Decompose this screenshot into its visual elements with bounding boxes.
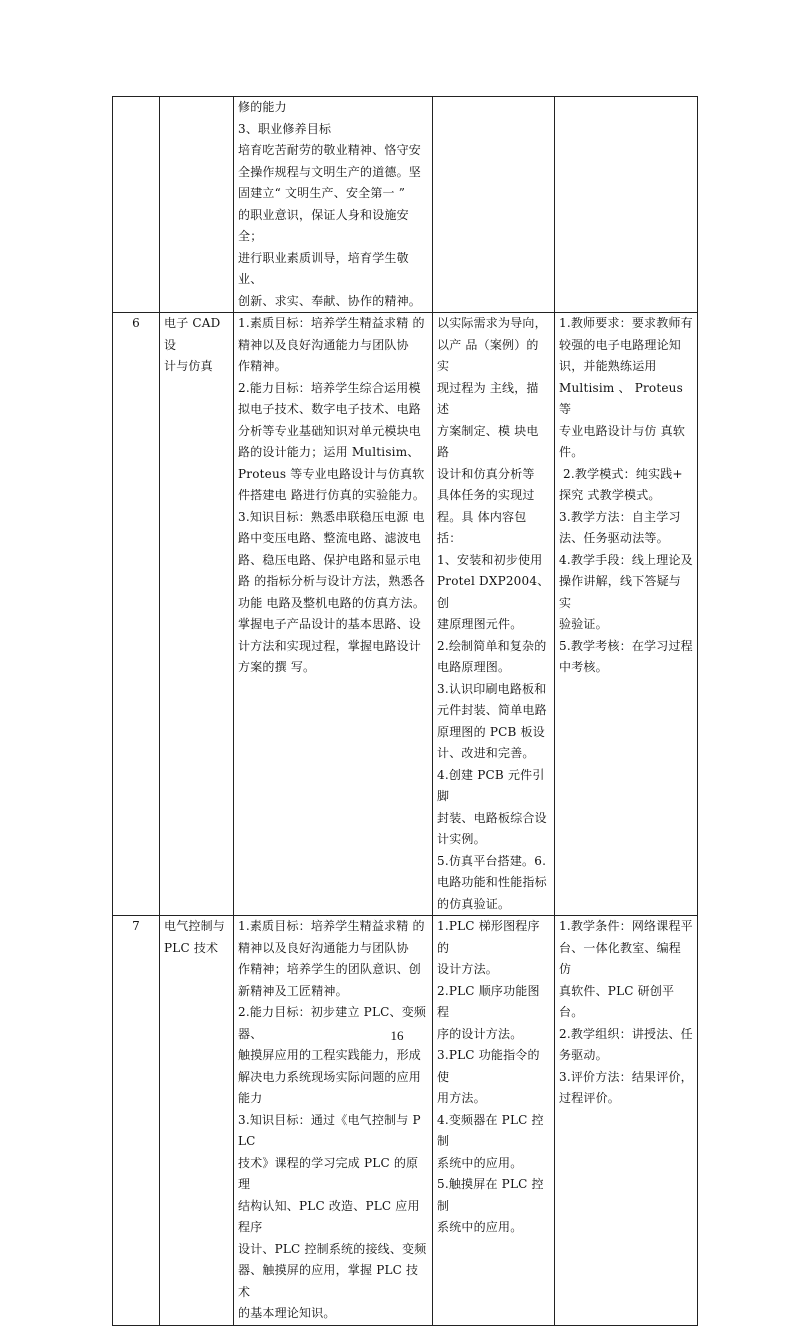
text-line: 方案的撰 写。: [238, 660, 316, 674]
text-line: 1.教学条件：网络课程平: [559, 919, 693, 933]
text-line: 5.触摸屏在 PLC 控制: [437, 1177, 544, 1213]
text-line: 具体任务的实现过: [437, 488, 535, 502]
table-row: [113, 97, 698, 313]
text-line: 操作讲解，线下答疑与实: [559, 574, 682, 610]
text-line: 探究 式教学模式。: [559, 488, 661, 502]
text-line: 专业电路设计与仿 真软: [559, 423, 686, 438]
text-line: 元件封装、简单电路: [437, 703, 547, 717]
text-line: 以实际需求为导向，: [437, 316, 547, 330]
text-line: 路的设计能力；运用 Multisim、: [238, 445, 420, 459]
row-number: 6: [132, 316, 140, 330]
text-line: 建原理图元件。: [437, 617, 523, 631]
text-line: 方案制定、模 块电路: [437, 423, 539, 459]
course-name-line: 电气控制与: [164, 919, 226, 933]
text-line: 2.教学组织：讲授法、任: [559, 1026, 693, 1041]
course-name-cell: [160, 313, 234, 916]
requirements-cell: [555, 313, 698, 916]
row-number: 7: [132, 919, 140, 933]
course-name-line: 计与仿真: [164, 359, 213, 373]
text-line: 设计、PLC 控制系统的接线、变频: [238, 1241, 427, 1256]
text-line: 2.教学模式：纯实践+: [559, 466, 683, 481]
text-line: 作精神；培养学生的团队意识、创: [238, 962, 422, 976]
text-line: 现过程为 主线，描述: [437, 380, 539, 416]
text-line: 较强的电子电路理论知: [559, 337, 682, 352]
text-line: 的基本理论知识。: [238, 1306, 336, 1320]
text-line: 器、触摸屏的应用，掌握 PLC 技术: [238, 1263, 419, 1299]
text-line: 封装、电路板综合设: [437, 810, 547, 825]
text-line: 新精神及工匠精神。: [238, 983, 348, 998]
text-line: 固建立“ 文明生产、安全第一 ”: [238, 186, 406, 200]
text-line: 路 的指标分析与设计方法，熟悉各: [238, 574, 426, 588]
text-line: 路中变压电路、整流电路、滤波电: [238, 531, 422, 545]
text-line: 计方法和实现过程，掌握电路设计: [238, 638, 422, 653]
text-line: 真软件、PLC 研创平台。: [559, 983, 675, 1019]
text-line: Protel DXP2004、创: [437, 574, 550, 610]
table-row: [113, 313, 698, 916]
text-line: 分析等专业基础知识对单元模块电: [238, 423, 422, 438]
course-name-line: PLC 技术: [164, 940, 219, 955]
text-line: 掌握电子产品设计的基本思路、设: [238, 617, 422, 631]
text-line: 1.素质目标：培养学生精益求精 的: [238, 919, 425, 933]
text-line: 件搭建电 路进行仿真的实验能力。: [238, 488, 426, 502]
text-line: 的仿真验证。: [437, 896, 511, 911]
text-line: 5.教学考核：在学习过程: [559, 638, 693, 653]
table-row: [113, 916, 698, 1326]
content-cell: [433, 313, 555, 916]
course-name-cell: [160, 97, 234, 313]
page-number: 16: [390, 1028, 404, 1043]
text-line: 验验证。: [559, 617, 608, 631]
row-number-cell: [113, 916, 160, 1326]
text-line: 进行职业素质训导，培育学生敬业、: [238, 250, 409, 286]
text-line: 序的设计方法。: [437, 1026, 523, 1041]
text-line: 结构认知、PLC 改造、PLC 应用程序: [238, 1198, 420, 1234]
text-line: 拟电子技术、数字电子技术、电路: [238, 402, 422, 416]
objectives-cell: [234, 97, 433, 313]
text-line: 法、任务驱动法等。: [559, 531, 669, 545]
text-line: 系统中的应用。: [437, 1220, 523, 1234]
text-line: 3.知识目标：通过《电气控制与 PLC: [238, 1112, 421, 1148]
text-line: 2.能力目标：培养学生综合运用模: [238, 380, 421, 395]
text-line: 1.PLC 梯形图程序的: [437, 919, 540, 955]
text-line: 设计方法。: [437, 962, 499, 976]
text-line: 4.变频器在 PLC 控制: [437, 1112, 544, 1148]
text-line: 系统中的应用。: [437, 1155, 523, 1170]
text-line: 3.知识目标：熟悉串联稳压电源 电: [238, 509, 425, 524]
requirements-cell: [555, 97, 698, 313]
text-line: Multisim 、 Proteus 等: [559, 380, 687, 416]
row-number-cell: [113, 97, 160, 313]
text-line: 用方法。: [437, 1091, 486, 1105]
text-line: 3.认识印刷电路板和: [437, 681, 547, 696]
text-line: 2.能力目标：初步建立 PLC、变频器、: [238, 1005, 427, 1041]
text-line: 设计和仿真分析等: [437, 466, 535, 481]
text-line: 计、改进和完善。: [437, 746, 535, 760]
text-line: 3、职业修养目标: [238, 121, 332, 136]
text-line: 1.素质目标：培养学生精益求精 的: [238, 316, 425, 330]
text-line: 精神以及良好沟通能力与团队协: [238, 337, 409, 352]
text-line: 触摸屏应用的工程实践能力，形成: [238, 1048, 422, 1062]
text-line: 解决电力系统现场实际问题的应用: [238, 1069, 422, 1084]
row-number-cell: [113, 313, 160, 916]
text-line: 1.教师要求：要求教师有: [559, 316, 693, 330]
text-line: 路、稳压电路、保护电路和显示电: [238, 552, 422, 567]
text-line: 创新、求实、奉献、协作的精神。: [238, 293, 422, 308]
text-line: 电路功能和性能指标: [437, 875, 547, 889]
text-line: 计实例。: [437, 832, 486, 846]
course-name-cell: [160, 916, 234, 1326]
text-line: 过程评价。: [559, 1091, 621, 1105]
text-line: 修的能力: [238, 100, 287, 114]
content-cell: [433, 916, 555, 1326]
text-line: 能力: [238, 1091, 263, 1105]
text-line: 3.评价方法：结果评价，: [559, 1069, 693, 1084]
course-name-line: 电子 CAD 设: [164, 316, 225, 352]
text-line: 1、安装和初步使用: [437, 552, 543, 567]
course-table: [112, 96, 698, 1326]
text-line: 的职业意识，保证人身和设施安全；: [238, 207, 409, 243]
objectives-cell: [234, 916, 433, 1326]
text-line: 识，并能熟练运用: [559, 359, 657, 373]
text-line: 培育吃苦耐劳的敬业精神、恪守安: [238, 143, 422, 157]
text-line: 全操作规程与文明生产的道德。坚: [238, 164, 422, 179]
text-line: 务驱动。: [559, 1048, 608, 1062]
text-line: 原理图的 PCB 板设: [437, 724, 545, 739]
objectives-cell: [234, 313, 433, 916]
text-line: 作精神。: [238, 359, 287, 373]
text-line: 电路原理图。: [437, 660, 511, 674]
text-line: 以产 品（案例）的实: [437, 337, 539, 373]
text-line: 4.教学手段：线上理论及: [559, 552, 693, 567]
content-cell: [433, 97, 555, 313]
text-line: 2.PLC 顺序功能图程: [437, 983, 540, 1019]
requirements-cell: [555, 916, 698, 1326]
text-line: 3.教学方法：自主学习: [559, 509, 681, 524]
text-line: 5.仿真平台搭建。6.: [437, 853, 547, 868]
text-line: 2.绘制简单和复杂的: [437, 638, 547, 653]
text-line: 程。具 体内容包括：: [437, 509, 527, 545]
text-line: Proteus 等专业电路设计与仿真软: [238, 466, 425, 481]
text-line: 3.PLC 功能指令的使: [437, 1048, 540, 1084]
text-line: 功能 电路及整机电路的仿真方法。: [238, 595, 426, 610]
text-line: 精神以及良好沟通能力与团队协: [238, 940, 409, 955]
text-line: 台、一体化教室、编程仿: [559, 940, 682, 976]
text-line: 4.创建 PCB 元件引脚: [437, 767, 545, 803]
text-line: 件。: [559, 445, 584, 459]
text-line: 技术》课程的学习完成 PLC 的原理: [238, 1155, 419, 1191]
text-line: 中考核。: [559, 660, 608, 674]
